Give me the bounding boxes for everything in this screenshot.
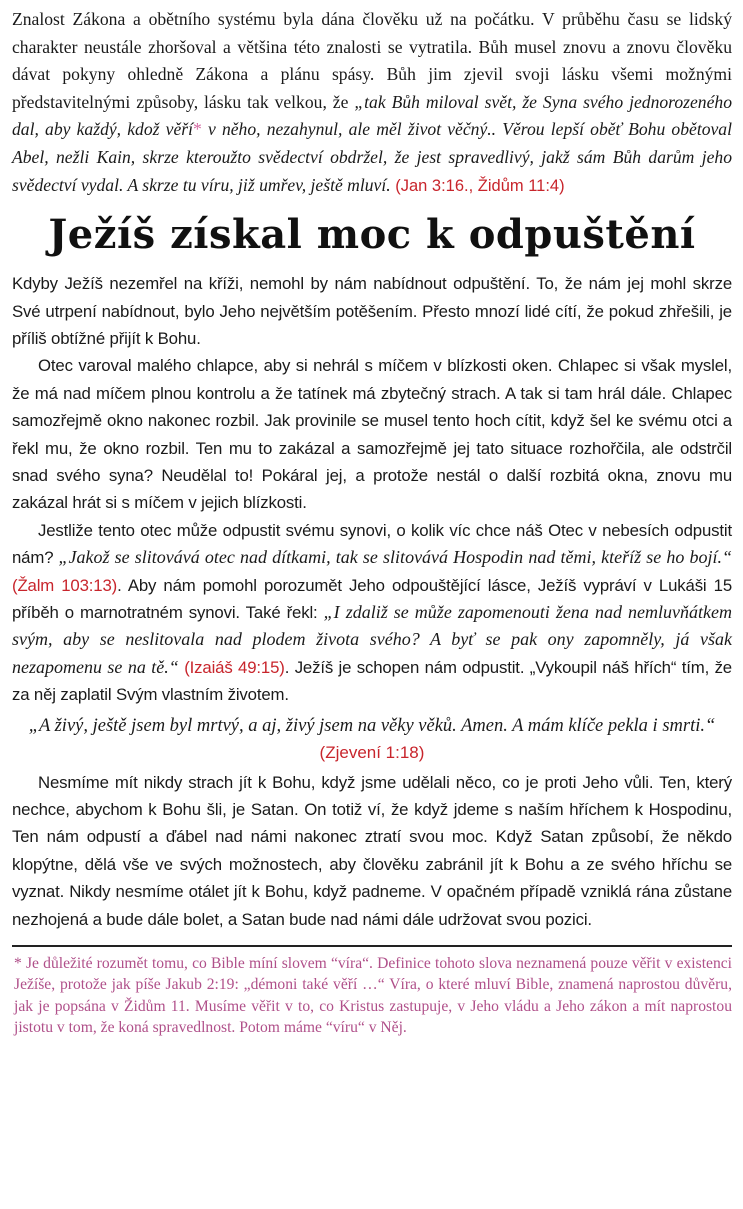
footnote-marker: * [193, 119, 202, 140]
block-quote: „A živý, ještě jsem byl mrtvý, a aj, živý jsem na věky věků. Amen. A mám klíče pekla i smrti.“ [28, 715, 716, 736]
paragraph-3 [12, 517, 732, 709]
paragraph-1: Kdyby Ježíš nezemřel na kříži, nemohl by nám nabídnout odpuštění. To, že nám jej mohl skrze Své utrpení nabídnout, bylo Jeho největším potěšením. Přesto mnozí lidé cítí, že pokud zhřešili, je příliš obtížné přijít k Bohu. [12, 274, 732, 348]
p3-quote-2: „I zdaliž se může zapomenouti žena nad nemluvňátkem svým, aby se neslitovala nad plodem života svého? A byť se pak ony zapomněly, já však nezapomenu se na tě.“ [12, 602, 732, 677]
p3-text-b: . Aby nám pomohl porozumět Jeho odpouštějící lásce, Ježíš vypráví v Lukáši 15 příběh o marnotratném synovi. Také řekl: [12, 575, 732, 623]
paragraph-2: Otec varoval malého chlapce, aby si nehrál s míčem v blízkosti oken. Chlapec si však myslel, že má nad míčem plnou kontrolu a že tatínek má zbytečný strach. A tak si tam hrál dále. Chlapec samozřejmě okno nakonec rozbil. Jak provinile se musel tento hoch cítit, když šel ke svému otci a řekl mu, že okno rozbil. Ten mu to zakázal a samozřejmě jej tato situace rozhořčila, ale odstrčil snad svého syna? Neudělal to! Pokáral jej, a protože nestál o další rozbitá okna, znovu mu zakázal hrát si s míčem v jejich blízkosti. [12, 356, 732, 513]
document-page [12, 6, 732, 1038]
intro-text: Znalost Zákona a obětního systému byla dána člověku už na počátku. V průběhu času se lidský charakter neustále zhoršoval a většina této znalosti se vytratila. Bůh musel znovu a znovu člověku dávat pokyny ohledně Zákona a plánu spásy. Bůh jim zjevil svoji lásku všemi možnými představitelnými způsoby, lásku tak velkou, že [12, 9, 732, 112]
p3-text-c: . Ježíš je schopen nám odpustit. „Vykoupil náš hřích“ tím, že za něj zaplatil Svým vlastním životem. [12, 657, 732, 705]
p3-quote-1: „Jakož se slitovává otec nad dítkami, tak se slitovává Hospodin nad těmi, kteříž se ho bojí.“ [58, 547, 732, 568]
p3-text-a: Jestliže tento otec může odpustit svému synovi, o kolik víc chce náš Otec v nebesích odpustit nám? [12, 520, 732, 568]
paragraph-4: Nesmíme mít nikdy strach jít k Bohu, když jsme udělali něco, co je proti Jeho vůli. Ten, který nechce, abychom k Bohu šli, je Satan. On totiž ví, že když jdeme s naším hříchem k Hospodinu, Ten nám odpustí a ďábel nad námi nakonec ztratí svou moc. Když Satan způsobí, že někdo klopýtne, dělá vše ve svých možnostech, aby člověku zabránil jít k Bohu a ze svého hříchu se vyznat. Nikdy nesmíme otálet jít k Bohu, když padneme. V opačném případě vzniklá rána zůstane nezhojená a bude dále bolet, a Satan bude nad námi dále udržovat svou pozici. [12, 772, 732, 929]
block-quote-reference: (Zjevení 1:18) [319, 742, 425, 762]
intro-reference: (Jan 3:16., Židům 11:4) [390, 176, 565, 195]
section-heading: Ježíš získal moc k odpuštění [48, 211, 696, 259]
intro-quote-part1: „tak Bůh miloval svět, že Syna svého jednorozeného dal, aby každý, kdož věří [12, 91, 733, 140]
intro-quote-part2: v něho, nezahynul, ale měl život věčný.. Věrou lepší oběť Bohu obětoval Abel, nežli Kain, skrze kteroužto svědectví obdržel, že jest spravedlivý, jakž sám Bůh darům jeho svědectví vydal. A skrze tu víru, již umřev, ještě mluví. [12, 119, 732, 195]
intro-paragraph [12, 6, 732, 200]
footnote: * Je důležité rozumět tomu, co Bible míní slovem “víra“. Definice tohoto slova neznamená pouze věřit v existenci Ježíše, protože jak píše Jakub 2:19: „démoni také věří …“ Víra, o které mluví Bible, znamená naprostou důvěru, jak je popsána v Židům 11. Musíme věřit v to, co Kristus zastupuje, v Jeho vládu a Jeho zákon a mít naprostou jistotu v tom, že koná spravedlnost. Potom máme “víru“ v Něj. [14, 955, 732, 1036]
footnote-divider [12, 945, 732, 947]
p3-reference-2: (Izaiáš 49:15) [178, 657, 285, 677]
p3-reference-1: (Žalm 103:13) [12, 575, 118, 595]
